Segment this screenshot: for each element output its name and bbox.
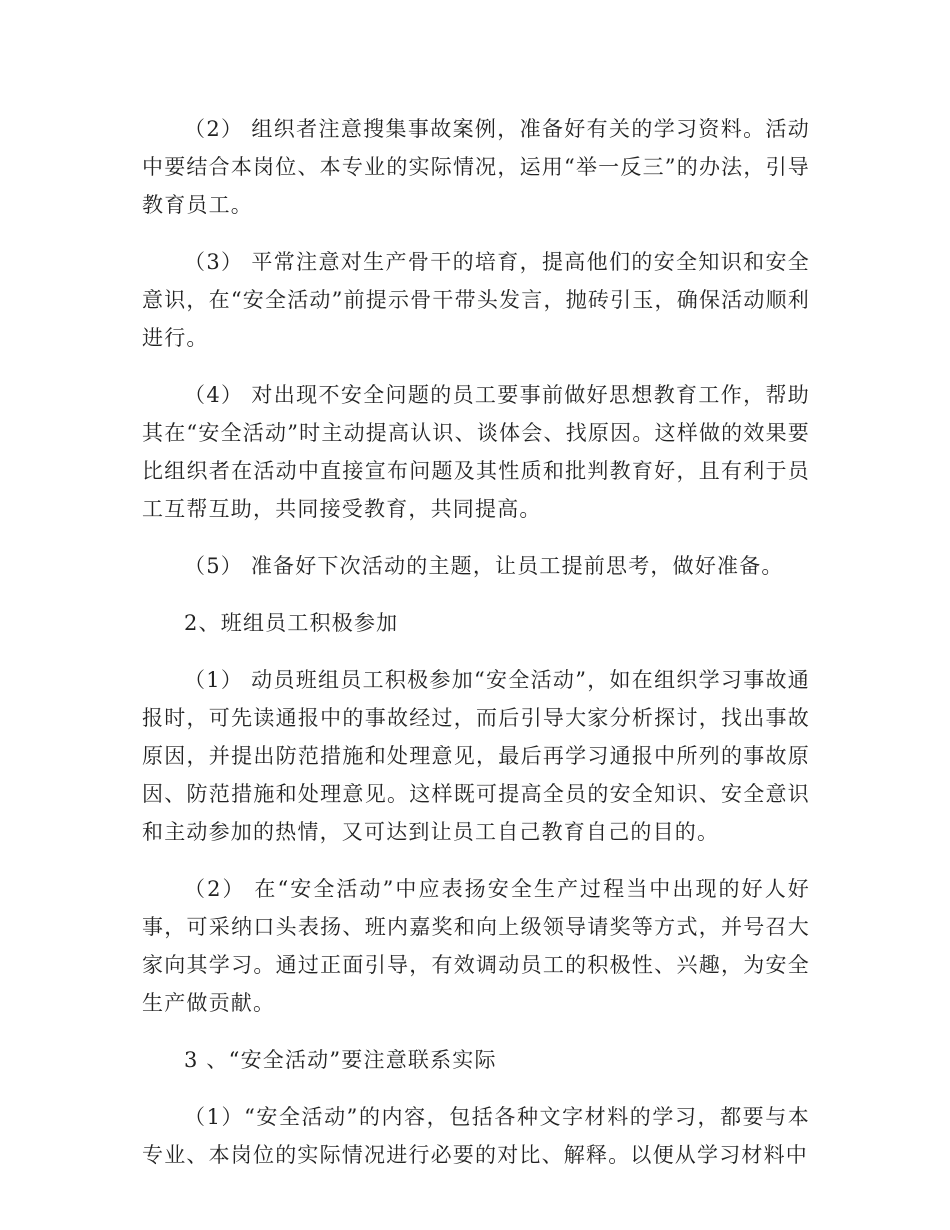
paragraph-item-1-content: （1）“安全活动”的内容，包括各种文字材料的学习，都要与本专业、本岗位的实际情况进行必要的对比、解释。以便从学习材料中 [142, 1105, 810, 1167]
paragraph-item-5-next-topic: （5） 准备好下次活动的主题，让员工提前思考，做好准备。 [184, 554, 784, 578]
paragraph-item-2-praise: （2） 在“安全活动”中应表扬安全生产过程当中出现的好人好事，可采纳口头表扬、班内嘉奖和向上级领导请奖等方式，并号召大家向其学习。通过正面引导，有效调动员工的积极性、兴趣，为安全生产做贡献。 [142, 877, 810, 1015]
paragraph-item-1-mobilize: （1） 动员班组员工积极参加“安全活动”，如在组织学习事故通报时，可先读通报中的事故经过，而后引导大家分析探讨，找出事故原因，并提出防范措施和处理意见，最后再学习通报中所列的事故原因、防范措施和处理意见。这样既可提高全员的安全知识、安全意识和主动参加的热情，又可达到让员工自己教育自己的目的。 [142, 668, 810, 844]
paragraph-item-2-materials: （2） 组织者注意搜集事故案例，准备好有关的学习资料。活动中要结合本岗位、本专业的实际情况，运用“举一反三”的办法，引导教育员工。 [142, 117, 810, 217]
paragraph-item-4-education: （4） 对出现不安全问题的员工要事前做好思想教育工作，帮助其在“安全活动”时主动提高认识、谈体会、找原因。这样做的效果要比组织者在活动中直接宣布问题及其性质和批判教育好，且有利于员工互帮互助，共同接受教育，共同提高。 [142, 383, 810, 521]
document-body [142, 110, 810, 1193]
section-heading-3: 3 、“安全活动”要注意联系实际 [184, 1048, 497, 1072]
section-heading-2: 2、班组员工积极参加 [184, 611, 399, 635]
paragraph-item-3-backbone: （3） 平常注意对生产骨干的培育，提高他们的安全知识和安全意识，在“安全活动”前提示骨干带头发言，抛砖引玉，确保活动顺利进行。 [142, 250, 810, 350]
